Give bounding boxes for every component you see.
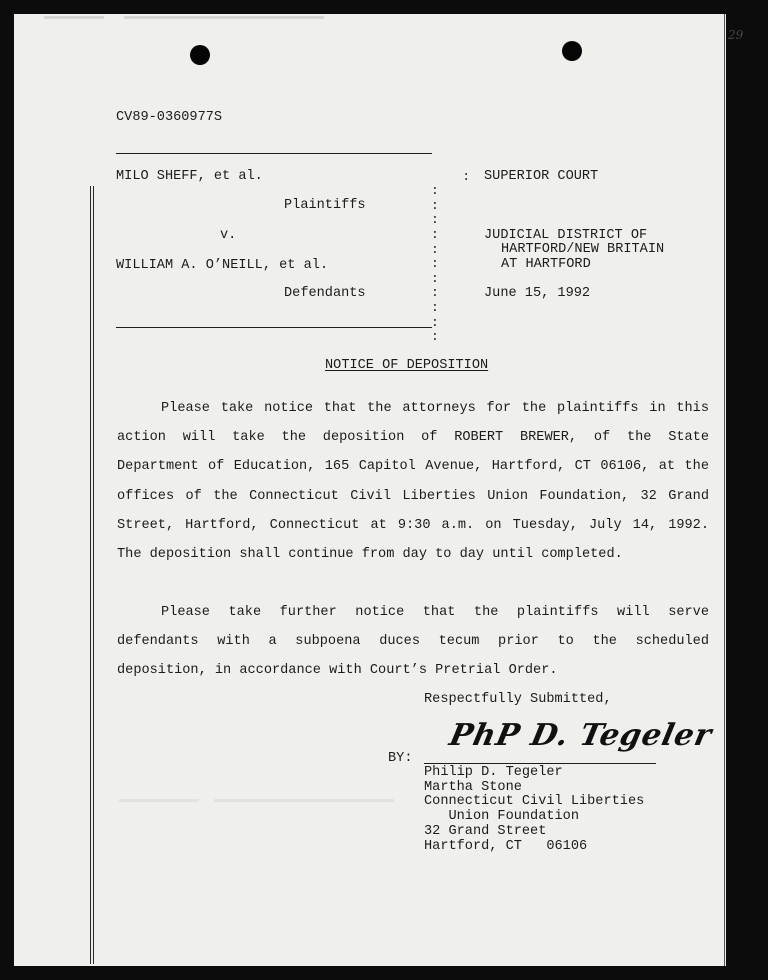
- by-label: BY:: [388, 751, 413, 766]
- right-margin-line: [724, 14, 725, 966]
- organization-line2: Union Foundation: [424, 809, 579, 825]
- defendant-role: Defendants: [284, 286, 366, 301]
- plaintiff-name: MILO SHEFF, et al.: [116, 169, 263, 184]
- scan-artifact: [44, 16, 104, 19]
- notice-paragraph-1: Please take notice that the attorneys for the plaintiffs in this action will take the deposition of ROBERT BREWER, of the State Department of Education, 165 Capitol Avenue, Hartford, CT 06106, at the offices of the Connecticut Civil Liberties Union Foundation, 32 Grand Street, Hartford, Connecticut at 9:30 a.m. on Tuesday, July 14, 1992. The deposition shall continue from day to day until completed.: [117, 401, 709, 563]
- versus: v.: [220, 228, 237, 243]
- signer-name: Philip D. Tegeler: [424, 765, 563, 780]
- caption-colon-column: : : : : : : : : : : : :: [431, 168, 471, 345]
- notice-paragraph-2: Please take further notice that the plaintiffs will serve defendants with a subpoena duces tecum prior to the scheduled deposition, in accordance with Court’s Pretrial Order.: [117, 605, 709, 679]
- caption-bottom-rule: [116, 327, 432, 328]
- bleed-through-artifact: [119, 799, 199, 802]
- defendant-name: WILLIAM A. O’NEILL, et al.: [116, 258, 329, 273]
- filing-date: June 15, 1992: [484, 286, 591, 301]
- caption-top-rule: [116, 153, 432, 154]
- co-counsel-name: Martha Stone: [424, 779, 522, 795]
- punch-hole-left: [190, 45, 210, 65]
- document-title: NOTICE OF DEPOSITION: [325, 358, 489, 373]
- organization-line1: Connecticut Civil Liberties: [424, 794, 645, 810]
- handwritten-signature: PhP D. Tegeler: [446, 718, 716, 753]
- court-name: SUPERIOR COURT: [484, 169, 599, 184]
- closing-line: Respectfully Submitted,: [424, 692, 612, 707]
- city-state-zip: Hartford, CT 06106: [424, 838, 588, 854]
- scan-artifact: [124, 16, 324, 19]
- signature-block: [424, 766, 644, 854]
- plaintiff-role: Plaintiffs: [284, 198, 366, 213]
- judicial-district-line2: HARTFORD/NEW BRITAIN: [501, 242, 665, 257]
- case-number: CV89-0360977S: [116, 110, 223, 125]
- margin-line: [90, 186, 91, 964]
- bleed-through-artifact: [214, 799, 394, 802]
- margin-line: [93, 186, 94, 964]
- document-page: [14, 14, 744, 966]
- street-address: 32 Grand Street: [424, 823, 547, 839]
- judicial-district-line3: AT HARTFORD: [501, 257, 591, 272]
- punch-hole-right: [562, 41, 582, 61]
- page-mark: 29: [728, 28, 744, 42]
- judicial-district-line1: JUDICIAL DISTRICT OF: [484, 228, 648, 243]
